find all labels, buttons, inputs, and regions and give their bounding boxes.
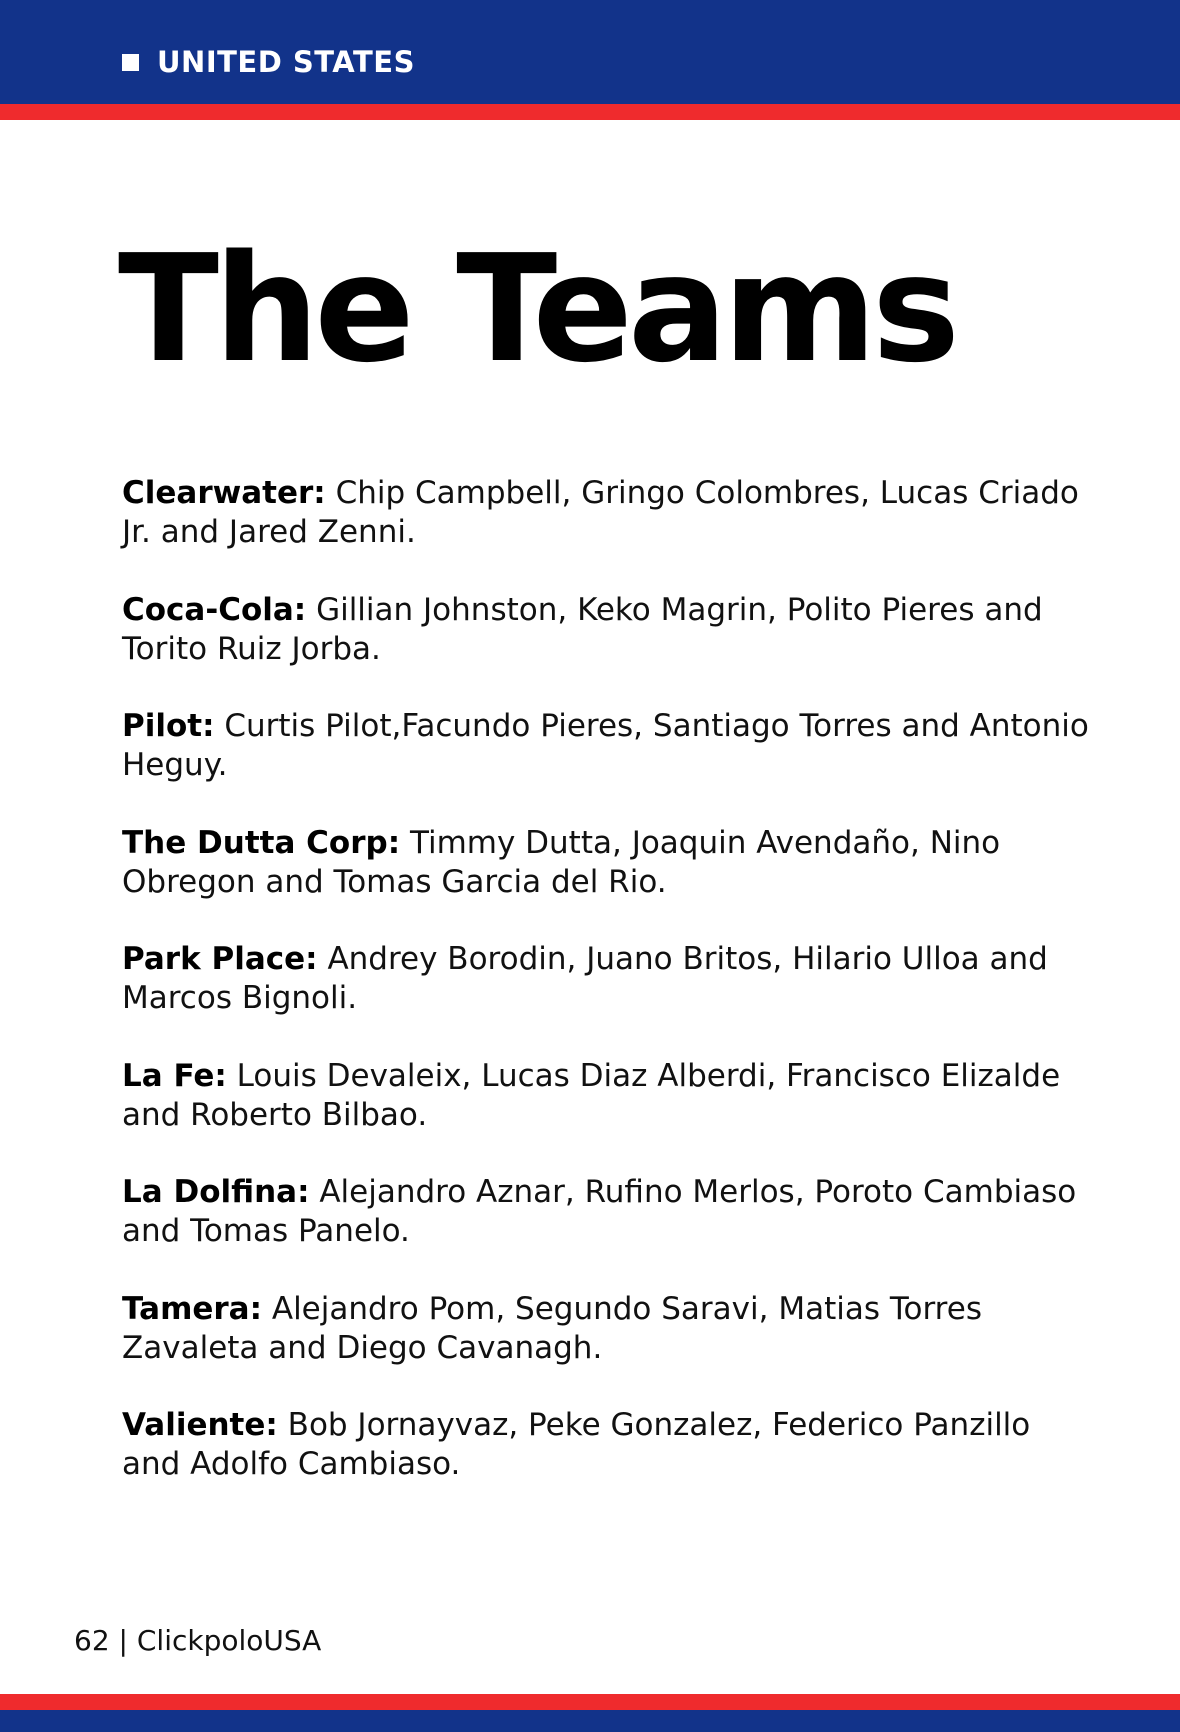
team-name: Park Place:	[122, 941, 318, 977]
team-name: Coca-Cola:	[122, 591, 307, 628]
team-name: Clearwater:	[122, 475, 326, 511]
team-name: La Dolfina:	[122, 1174, 310, 1210]
team-name: Valiente:	[122, 1407, 278, 1443]
team-entry	[122, 707, 1092, 785]
team-name: La Fe:	[122, 1057, 227, 1094]
team-list	[122, 474, 1092, 1523]
team-entry	[122, 474, 1092, 552]
page-title: The Teams	[118, 223, 956, 395]
team-entry	[122, 1290, 1092, 1368]
team-players: Alejandro Pom, Segundo Saravi, Matias Torres Zavaleta and Diego Cavanagh.	[122, 1290, 982, 1366]
team-players: Louis Devaleix, Lucas Diaz Alberdi, Francisco Elizalde and Roberto Bilbao.	[122, 1057, 1061, 1133]
team-players: Gillian Johnston, Keko Magrin, Polito Pieres and Torito Ruiz Jorba.	[122, 591, 1043, 667]
team-name: Pilot:	[122, 708, 215, 744]
team-players: Chip Campbell, Gringo Colombres, Lucas Criado Jr. and Jared Zenni.	[122, 475, 1079, 550]
section-label-text: UNITED STATES	[157, 45, 415, 79]
team-entry	[122, 1057, 1092, 1135]
team-name: Tamera:	[122, 1290, 262, 1327]
team-players: Bob Jornayvaz, Peke Gonzalez, Federico Panzillo and Adolfo Cambiaso.	[122, 1407, 1031, 1482]
footer-red-stripe	[0, 1694, 1180, 1710]
footer-band	[0, 1710, 1180, 1732]
team-players: Timmy Dutta, Joaquin Avendaño, Nino Obregon and Tomas Garcia del Rio.	[122, 824, 1001, 900]
team-entry	[122, 1173, 1092, 1251]
square-bullet-icon	[122, 54, 139, 71]
team-players: Alejandro Aznar, Rufino Merlos, Poroto Cambiaso and Tomas Panelo.	[122, 1174, 1077, 1249]
page-footer: 62 | ClickpoloUSA	[74, 1624, 322, 1657]
section-label	[122, 45, 415, 79]
team-name: The Dutta Corp:	[122, 824, 401, 861]
header-red-stripe	[0, 104, 1180, 120]
team-players: Curtis Pilot,Facundo Pieres, Santiago Torres and Antonio Heguy.	[122, 708, 1089, 783]
team-entry	[122, 1406, 1092, 1484]
team-entry	[122, 591, 1092, 669]
team-players: Andrey Borodin, Juano Britos, Hilario Ulloa and Marcos Bignoli.	[122, 941, 1048, 1016]
team-entry	[122, 940, 1092, 1018]
team-entry	[122, 824, 1092, 902]
